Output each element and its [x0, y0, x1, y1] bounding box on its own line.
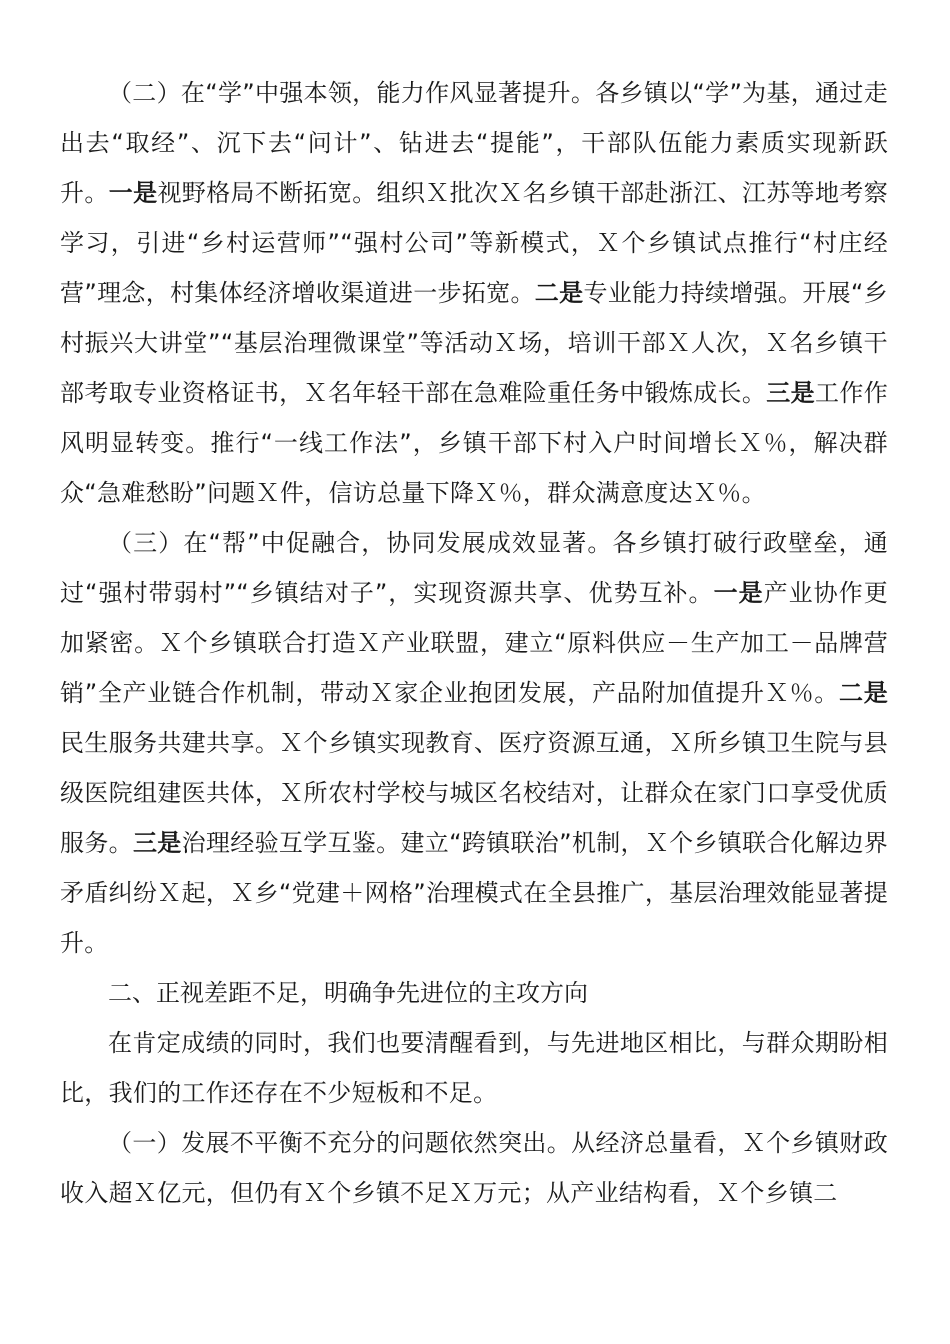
document-page — [60, 68, 888, 1218]
bold-marker-second: 二是 — [534, 279, 584, 307]
bold-marker-first: 一是 — [713, 579, 764, 607]
paragraph-text: 工作作风明显转变。推行“一线工作法”，乡镇干部下村入户时间增长Ｘ％，解决群众“急难愁盼”问题Ｘ件，信访总量下降Ｘ％，群众满意度达Ｘ％。 — [60, 379, 888, 507]
bold-marker-third: 三是 — [766, 379, 815, 407]
paragraph-text: （三）在“帮”中促融合，协同发展成效显著。各乡镇打破行政壁垒，通过“强村带弱村”“乡镇结对子”，实现资源共享、优势互补。 — [60, 529, 888, 607]
section2-intro: 在肯定成绩的同时，我们也要清醒看到，与先进地区相比，与群众期盼相比，我们的工作还存在不少短板和不足。 — [60, 1029, 888, 1107]
paragraph-text: 视野格局不断拓宽。组织Ｘ批次Ｘ名乡镇干部赴浙江、江苏等地考察学习，引进“乡村运营师”“强村公司”等新模式，Ｘ个乡镇试点推行“村庄经营”理念，村集体经济增收渠道进一步拓宽。 — [60, 179, 889, 307]
paragraph-text: 产业协作更加紧密。Ｘ个乡镇联合打造Ｘ产业联盟，建立“原料供应－生产加工－品牌营销”全产业链合作机制，带动Ｘ家企业抱团发展，产品附加值提升Ｘ％。 — [60, 579, 889, 707]
paragraph-text: 治理经验互学互鉴。建立“跨镇联治”机制，Ｘ个乡镇联合化解边界矛盾纠纷Ｘ起，Ｘ乡“党建＋网格”治理模式在全县推广，基层治理效能显著提升。 — [60, 829, 888, 957]
section2-item1: （一）发展不平衡不充分的问题依然突出。从经济总量看，Ｘ个乡镇财政收入超Ｘ亿元，但仍有Ｘ个乡镇不足Ｘ万元；从产业结构看，Ｘ个乡镇二 — [60, 1129, 888, 1207]
paragraph-text: （二）在“学”中强本领，能力作风显著提升。各乡镇以“学”为基，通过走出去“取经”、沉下去“问计”、钻进去“提能”，干部队伍能力素质实现新跃升。 — [60, 79, 888, 207]
bold-marker-third: 三是 — [132, 829, 182, 857]
paragraph-text: 民生服务共建共享。Ｘ个乡镇实现教育、医疗资源互通，Ｘ所乡镇卫生院与县级医院组建医共体，Ｘ所农村学校与城区名校结对，让群众在家门口享受优质服务。 — [60, 729, 888, 857]
paragraph-section1-item2 — [60, 68, 888, 518]
bold-marker-first: 一是 — [108, 179, 158, 207]
bold-marker-second: 二是 — [839, 679, 889, 707]
paragraph-text: 专业能力持续增强。开展“乡村振兴大讲堂”“基层治理微课堂”等活动Ｘ场，培训干部Ｘ人次，Ｘ名乡镇干部考取专业资格证书，Ｘ名年轻干部在急难险重任务中锻炼成长。 — [60, 279, 888, 407]
paragraph-section1-item3 — [60, 518, 888, 968]
section2-heading: 二、正视差距不足，明确争先进位的主攻方向 — [108, 979, 588, 1007]
